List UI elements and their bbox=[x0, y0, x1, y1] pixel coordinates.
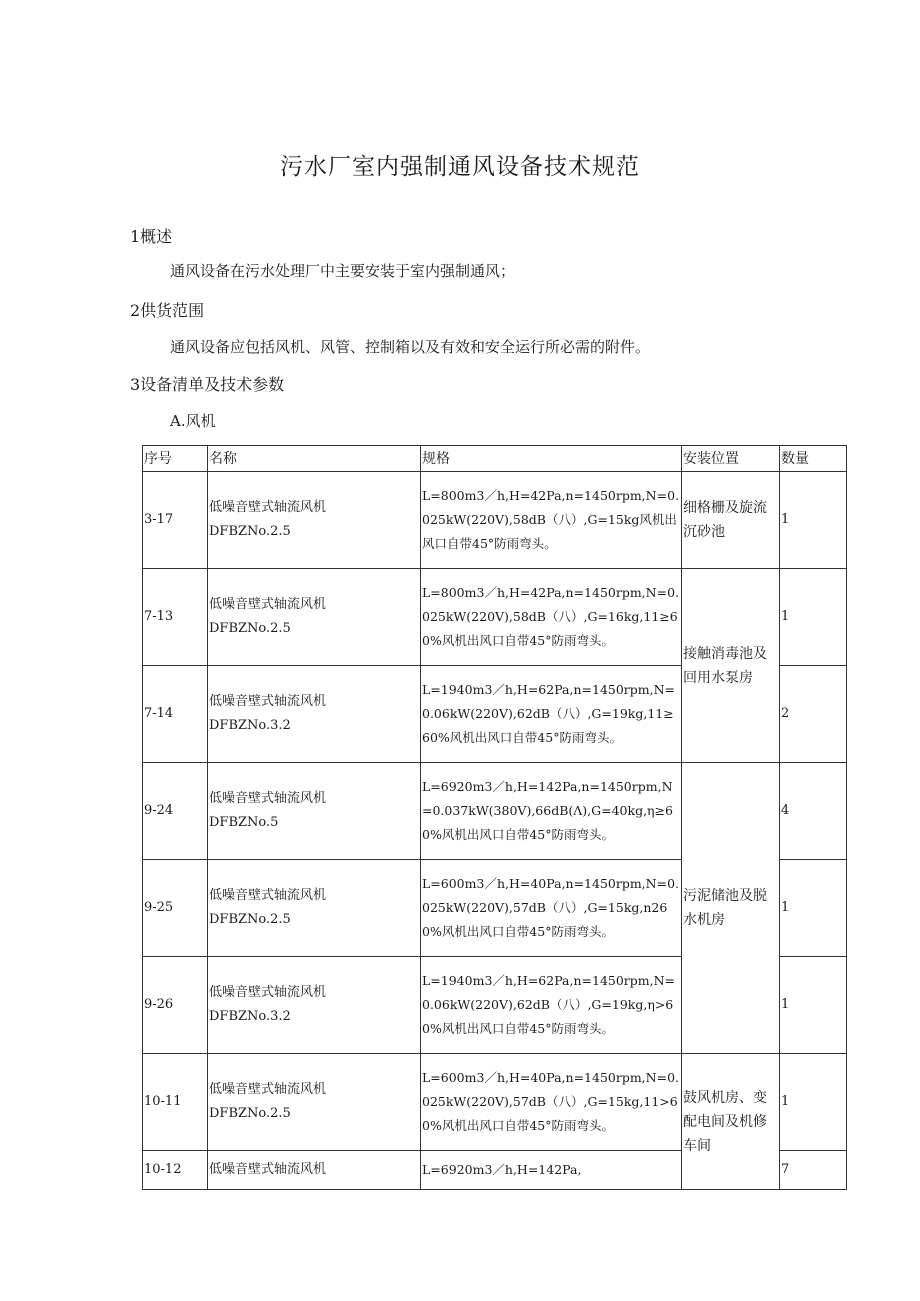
row-name bbox=[208, 957, 421, 1054]
row-name-line1: 低噪音壁式轴流风机 bbox=[209, 597, 327, 612]
row-name-line2: DFBZNo.2.5 bbox=[209, 1106, 291, 1121]
row-no: 7-14 bbox=[143, 666, 208, 763]
row-quantity: 7 bbox=[780, 1151, 847, 1190]
row-no: 9-25 bbox=[143, 860, 208, 957]
row-spec: L=6920m3／h,H=142Pa,n=1450rpm,N=0.037kW(380V),66dB(Λ),G=40kg,η≥60%风机出风口自带45°防雨弯头。 bbox=[421, 763, 682, 860]
header-quantity: 数量 bbox=[780, 446, 847, 472]
row-quantity: 4 bbox=[780, 763, 847, 860]
row-location: 细格栅及旋流沉砂池 bbox=[682, 472, 780, 569]
row-quantity: 2 bbox=[780, 666, 847, 763]
row-no: 10-11 bbox=[143, 1054, 208, 1151]
row-location: 接触消毒池及回用水泵房 bbox=[682, 569, 780, 763]
row-name bbox=[208, 860, 421, 957]
subsection-heading-fans: A.风机 bbox=[170, 412, 216, 430]
row-name-line1: 低噪音壁式轴流风机 bbox=[209, 1082, 327, 1097]
row-no: 3-17 bbox=[143, 472, 208, 569]
row-quantity: 1 bbox=[780, 472, 847, 569]
header-spec: 规格 bbox=[421, 446, 682, 472]
row-no: 9-26 bbox=[143, 957, 208, 1054]
row-spec: L=800m3／h,H=42Pa,n=1450rpm,N=0.025kW(220V),58dB（八）,G=15kg风机出风口自带45°防雨弯头。 bbox=[421, 472, 682, 569]
row-name-line2: DFBZNo.2.5 bbox=[209, 621, 291, 636]
row-name-line2: DFBZNo.3.2 bbox=[209, 1009, 291, 1024]
section-text-overview: 通风设备在污水处理厂中主要安装于室内强制通风； bbox=[170, 262, 516, 280]
section-heading-equipment-list: 3设备清单及技术参数 bbox=[130, 375, 285, 394]
row-name bbox=[208, 569, 421, 666]
table-row bbox=[143, 472, 847, 569]
row-location: 鼓风机房、变配电间及机修车间 bbox=[682, 1054, 780, 1190]
table-header-row bbox=[143, 446, 847, 472]
row-no: 7-13 bbox=[143, 569, 208, 666]
row-name-line1: 低噪音壁式轴流风机 bbox=[209, 1162, 327, 1177]
row-name-line1: 低噪音壁式轴流风机 bbox=[209, 888, 327, 903]
row-spec: L=600m3／h,H=40Pa,n=1450rpm,N=0.025kW(220V),57dB（八）,G=15kg,n260%风机出风口自带45°防雨弯头。 bbox=[421, 860, 682, 957]
row-quantity: 1 bbox=[780, 1054, 847, 1151]
row-spec: L=1940m3／h,H=62Pa,n=1450rpm,N=0.06kW(220V),62dB（八）,G=19kg,η>60%风机出风口自带45°防雨弯头。 bbox=[421, 957, 682, 1054]
row-name-line1: 低噪音壁式轴流风机 bbox=[209, 791, 327, 806]
header-no: 序号 bbox=[143, 446, 208, 472]
row-spec: L=6920m3／h,H=142Pa, bbox=[421, 1151, 682, 1190]
row-name bbox=[208, 472, 421, 569]
row-name-line2: DFBZNo.2.5 bbox=[209, 912, 291, 927]
row-quantity: 1 bbox=[780, 957, 847, 1054]
row-name bbox=[208, 1054, 421, 1151]
table-row bbox=[143, 1054, 847, 1151]
row-no: 10-12 bbox=[143, 1151, 208, 1190]
row-name-line1: 低噪音壁式轴流风机 bbox=[209, 500, 327, 515]
table-row bbox=[143, 569, 847, 666]
row-no: 9-24 bbox=[143, 763, 208, 860]
row-name-line2: DFBZNo.3.2 bbox=[209, 718, 291, 733]
row-quantity: 1 bbox=[780, 860, 847, 957]
header-name: 名称 bbox=[208, 446, 421, 472]
row-location: 污泥储池及脱水机房 bbox=[682, 763, 780, 1054]
section-heading-supply-scope: 2供货范围 bbox=[130, 301, 205, 320]
row-name bbox=[208, 1151, 421, 1190]
section-heading-overview: 1概述 bbox=[130, 227, 173, 246]
row-spec: L=600m3／h,H=40Pa,n=1450rpm,N=0.025kW(220V),57dB（八）,G=15kg,11>60%风机出风口自带45°防雨弯头。 bbox=[421, 1054, 682, 1151]
header-location: 安装位置 bbox=[682, 446, 780, 472]
row-spec: L=800m3／h,H=42Pa,n=1450rpm,N=0.025kW(220V),58dB（八）,G=16kg,11≥60%风机出风口自带45°防雨弯头。 bbox=[421, 569, 682, 666]
row-name-line2: DFBZNo.5 bbox=[209, 815, 279, 830]
row-name-line1: 低噪音壁式轴流风机 bbox=[209, 985, 327, 1000]
row-name bbox=[208, 666, 421, 763]
fan-spec-table bbox=[142, 445, 847, 1190]
row-quantity: 1 bbox=[780, 569, 847, 666]
row-name bbox=[208, 763, 421, 860]
table-row bbox=[143, 763, 847, 860]
row-name-line1: 低噪音壁式轴流风机 bbox=[209, 694, 327, 709]
row-name-line2: DFBZNo.2.5 bbox=[209, 524, 291, 539]
row-spec: L=1940m3／h,H=62Pa,n=1450rpm,N=0.06kW(220V),62dB（八）,G=19kg,11≥60%风机出风口自带45°防雨弯头。 bbox=[421, 666, 682, 763]
section-text-supply-scope: 通风设备应包括风机、风管、控制箱以及有效和安全运行所必需的附件。 bbox=[170, 338, 651, 356]
page-title: 污水厂室内强制通风设备技术规范 bbox=[280, 154, 640, 180]
